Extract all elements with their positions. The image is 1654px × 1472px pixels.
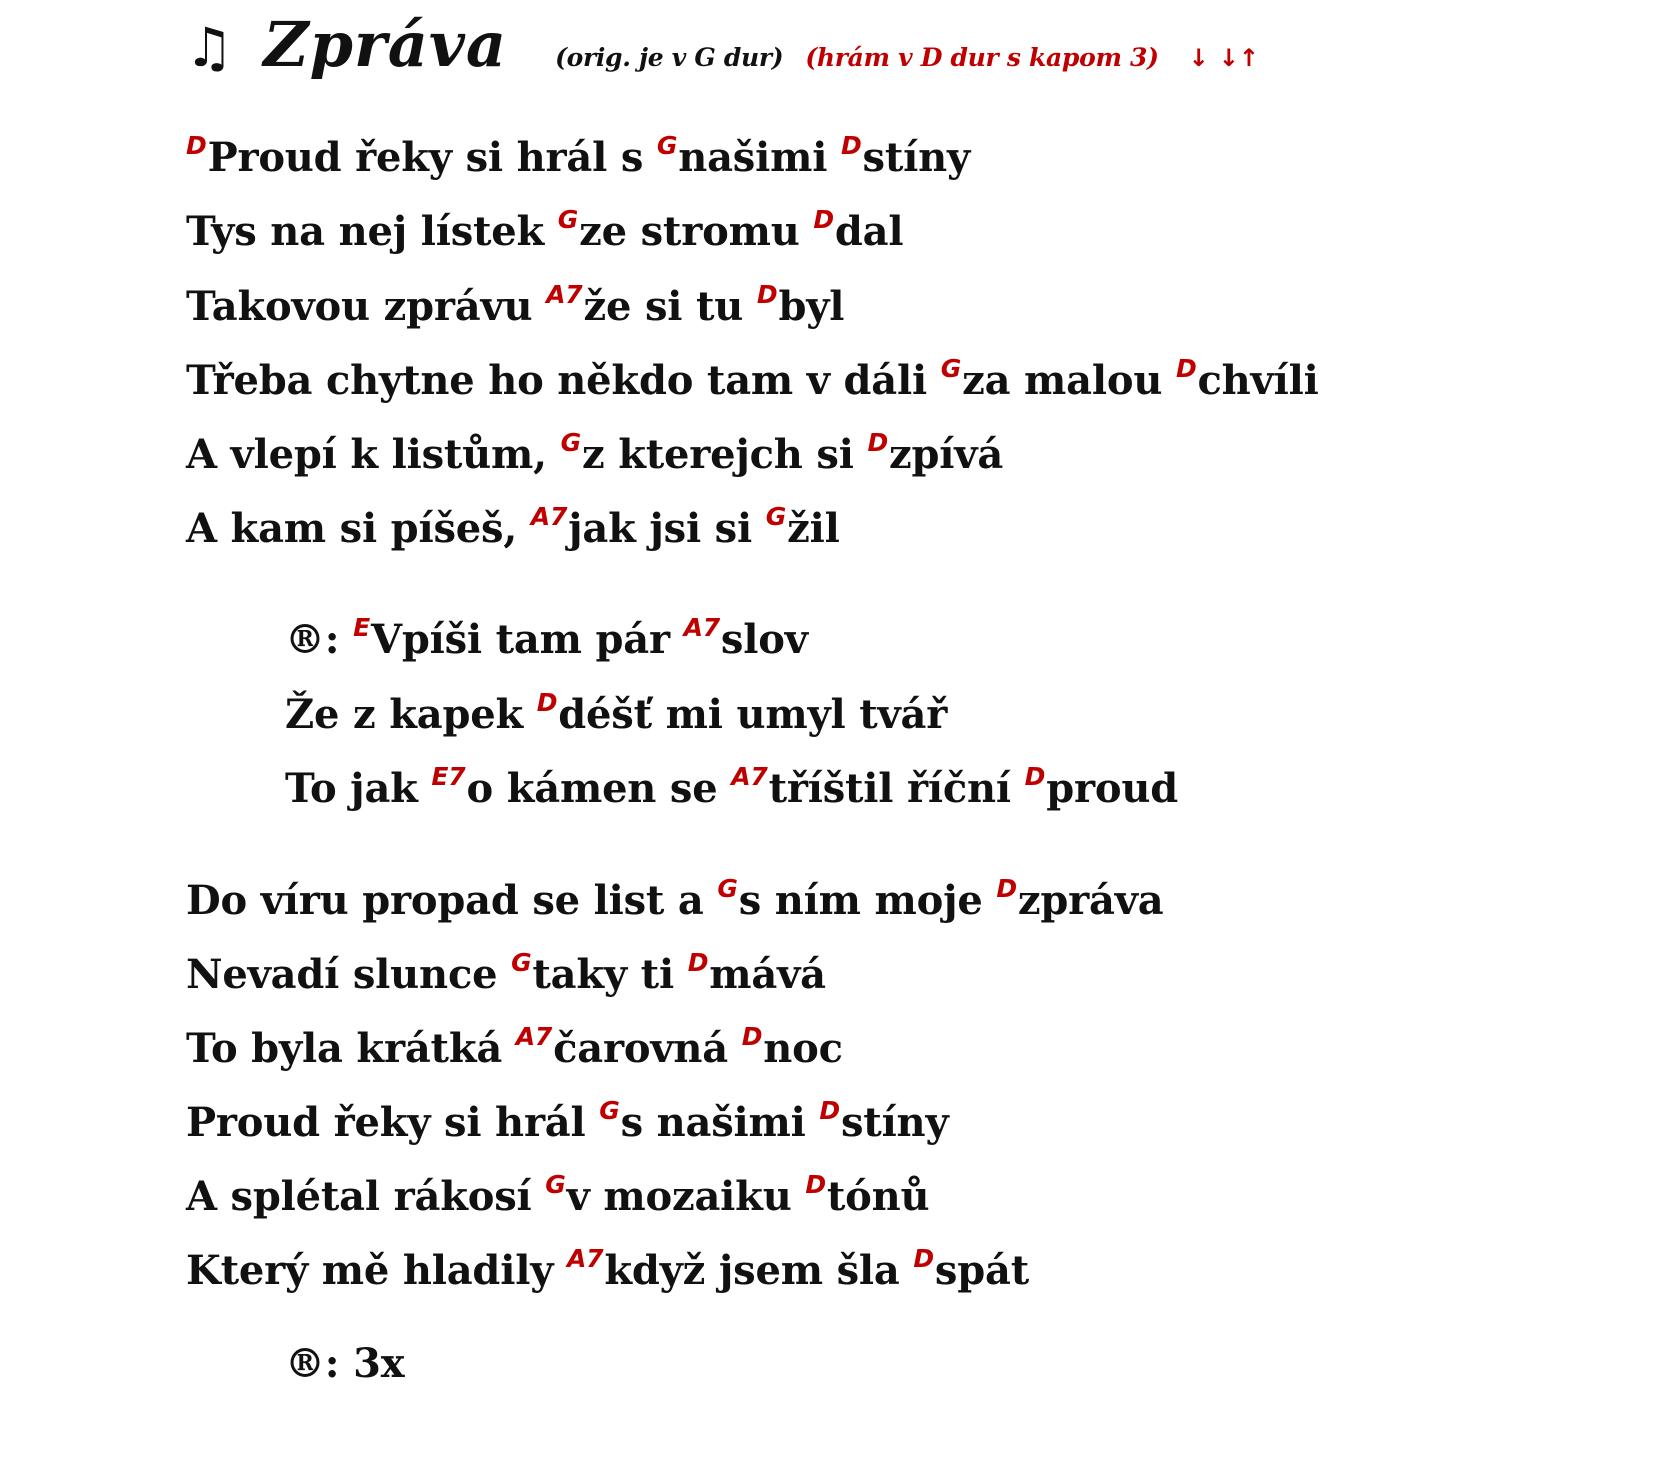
lyric-text: za malou — [962, 357, 1176, 404]
chord-label: D — [756, 280, 778, 309]
lyric-text: mává — [709, 951, 826, 998]
chord-label: G — [560, 428, 581, 457]
lyric-text: ®: — [285, 616, 354, 663]
chord-label: D — [536, 688, 558, 717]
lyric-text: byl — [778, 283, 845, 330]
chord-label: D — [813, 205, 834, 234]
chord-label: D — [867, 428, 888, 457]
lyric-text: Že z kapek — [285, 691, 537, 738]
lyric-text: To byla krátká — [186, 1025, 516, 1072]
chord-label: A7 — [515, 1022, 553, 1051]
chord-label: D — [996, 874, 1017, 903]
lyric-text: ze stromu — [579, 208, 814, 255]
chord-label: A7 — [683, 613, 720, 642]
chord-label: D — [687, 948, 709, 977]
chord-label: D — [1175, 354, 1197, 383]
lyric-text: zpívá — [889, 431, 1004, 478]
chord-label: G — [511, 948, 532, 977]
lyric-text: tónů — [826, 1173, 930, 1220]
lyric-text: že si tu — [583, 283, 757, 330]
lyric-text: s ním moje — [738, 877, 997, 924]
chord-label: D — [819, 1096, 840, 1125]
verse2-line-2 — [186, 948, 826, 998]
chord-label: G — [717, 874, 738, 903]
lyric-text: Proud řeky si hrál — [186, 1099, 600, 1146]
verse1-line-2 — [186, 205, 904, 255]
verse1-line-1 — [186, 131, 971, 181]
chord-label: D — [1024, 762, 1046, 791]
verse1-line-4 — [186, 354, 1319, 404]
music-note-icon: ♫ — [185, 16, 234, 79]
lyric-text: když jsem šla — [604, 1247, 914, 1294]
lyric-text: Do víru propad se list a — [186, 877, 718, 924]
chord-label: D — [913, 1244, 934, 1273]
transpose-controls — [1189, 44, 1259, 72]
chord-label: A7 — [731, 762, 768, 791]
chord-label: G — [940, 354, 962, 383]
lyric-text: stíny — [840, 1099, 949, 1146]
lyric-text: tříštil říční — [768, 765, 1025, 812]
lyric-text: Tys na nej lístek — [186, 208, 558, 255]
lyric-text: s našimi — [620, 1099, 820, 1146]
lyric-text: A kam si píšeš, — [186, 505, 531, 552]
verse2-line-5 — [186, 1170, 930, 1220]
lyric-text: v mozaiku — [566, 1173, 806, 1220]
lyric-text: žil — [787, 505, 840, 552]
verse2-line-3 — [186, 1022, 843, 1072]
lyric-text: Takovou zprávu — [186, 283, 547, 330]
lyric-text: spát — [934, 1247, 1029, 1294]
transpose-updown-icon[interactable]: ↓↑ — [1218, 44, 1259, 72]
song-header — [185, 8, 1259, 84]
lyric-text: našimi — [678, 134, 841, 181]
lyric-text: zpráva — [1017, 877, 1164, 924]
capo-note: (hrám v D dur s kapom 3) — [805, 43, 1159, 72]
chord-label: A7 — [546, 280, 583, 309]
lyric-text: stíny — [862, 134, 971, 181]
original-key-note: (orig. je v G dur) — [555, 43, 784, 72]
lyric-text: déšť mi umyl tvář — [558, 691, 948, 738]
chorus-line-2 — [285, 688, 948, 738]
chorus-line-1 — [285, 613, 808, 663]
verse1-line-6 — [186, 502, 840, 552]
lyric-text: noc — [763, 1025, 843, 1072]
lyric-text: o kámen se — [466, 765, 732, 812]
lyric-text: proud — [1046, 765, 1178, 812]
chord-label: A7 — [530, 502, 568, 531]
chord-label: A7 — [566, 1244, 604, 1273]
lyric-text: Třeba chytne ho někdo tam v dáli — [186, 357, 941, 404]
chord-label: E7 — [431, 762, 466, 791]
verse2-line-4 — [186, 1096, 949, 1146]
verse2-line-1 — [186, 874, 1164, 924]
verse1-line-3 — [186, 280, 845, 330]
lyric-text: čarovná — [553, 1025, 742, 1072]
lyric-text: Proud řeky si hrál s — [207, 134, 657, 181]
lyric-text: A splétal rákosí — [186, 1173, 546, 1220]
song-title: Zpráva — [263, 8, 508, 81]
lyric-text: chvíli — [1197, 357, 1319, 404]
lyric-text: Vpíši tam pár — [370, 616, 684, 663]
chord-label: D — [805, 1170, 826, 1199]
verse1-line-5 — [186, 428, 1004, 478]
lyric-text: jak jsi si — [568, 505, 766, 552]
lyric-text: Který mě hladily — [186, 1247, 567, 1294]
chord-label: E — [353, 613, 370, 642]
lyric-text: z kterejch si — [581, 431, 868, 478]
lyric-text: A vlepí k listům, — [186, 431, 561, 478]
chorus-line-3 — [285, 762, 1178, 812]
transpose-down-icon[interactable]: ↓ — [1188, 44, 1209, 72]
chord-label: D — [186, 131, 207, 160]
verse2-line-6 — [186, 1244, 1029, 1294]
chord-label: G — [656, 131, 678, 160]
lyric-text: taky ti — [532, 951, 688, 998]
chord-label: D — [840, 131, 862, 160]
chord-label: G — [599, 1096, 620, 1125]
lyric-text: To jak — [285, 765, 432, 812]
chord-label: G — [545, 1170, 566, 1199]
chord-label: D — [741, 1022, 763, 1051]
chord-label: G — [765, 502, 787, 531]
chord-label: G — [557, 205, 579, 234]
lyric-text: slov — [720, 616, 808, 663]
lyric-text: Nevadí slunce — [186, 951, 512, 998]
lyric-text: dal — [834, 208, 904, 255]
chorus-repeat-note: ®: 3x — [285, 1340, 405, 1387]
